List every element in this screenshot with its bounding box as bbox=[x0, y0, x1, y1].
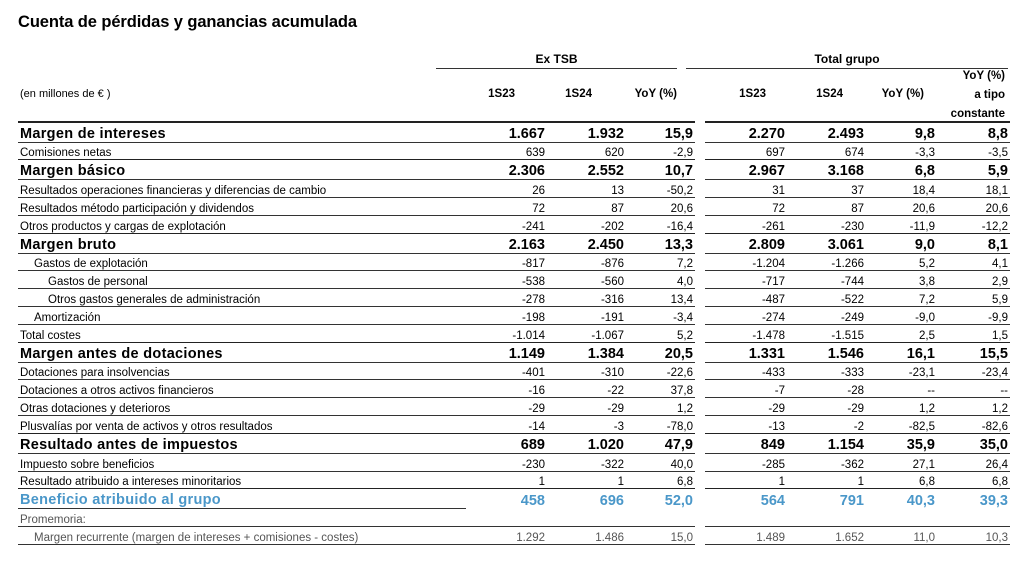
cell-tot-yoy bbox=[866, 509, 937, 527]
row-label: Margen recurrente (margen de intereses + comisiones - costes) bbox=[18, 527, 466, 545]
cell-ex-1s23: -230 bbox=[466, 453, 547, 471]
cell-tot-1s24: -522 bbox=[787, 289, 866, 307]
cell-tot-1s24: 791 bbox=[787, 489, 866, 509]
row-label: Otros gastos generales de administración bbox=[18, 289, 466, 307]
cell-tot-1s23: -13 bbox=[705, 416, 787, 434]
cell-ex-yoy: -78,0 bbox=[626, 416, 695, 434]
cell-ex-yoy bbox=[626, 509, 695, 527]
column-gap bbox=[695, 271, 705, 289]
row-label: Otras dotaciones y deterioros bbox=[18, 398, 466, 416]
cell-ex-1s23: 1 bbox=[466, 471, 547, 489]
row-label: Margen bruto bbox=[18, 233, 466, 253]
table-row bbox=[18, 527, 1010, 545]
cell-tot-yoy-constante: 39,3 bbox=[937, 489, 1010, 509]
column-gap bbox=[695, 489, 705, 509]
cell-ex-1s23: -29 bbox=[466, 398, 547, 416]
table-row bbox=[18, 307, 1010, 325]
cell-ex-yoy: 15,0 bbox=[626, 527, 695, 545]
cell-ex-yoy: -22,6 bbox=[626, 362, 695, 380]
row-label: Comisiones netas bbox=[18, 142, 466, 160]
cell-ex-1s23: 458 bbox=[466, 489, 547, 509]
row-label: Otros productos y cargas de explotación bbox=[18, 215, 466, 233]
cell-tot-yoy: 20,6 bbox=[866, 198, 937, 216]
row-label: Gastos de explotación bbox=[18, 253, 466, 271]
unit-label: (en millones de € ) bbox=[20, 88, 111, 100]
cell-ex-1s24: 13 bbox=[547, 180, 626, 198]
table-row bbox=[18, 489, 1010, 509]
cell-tot-yoy-constante: 1,5 bbox=[937, 324, 1010, 342]
cell-ex-1s23: -538 bbox=[466, 271, 547, 289]
cell-tot-yoy: 3,8 bbox=[866, 271, 937, 289]
table-row bbox=[18, 160, 1010, 180]
cell-ex-yoy: -16,4 bbox=[626, 215, 695, 233]
cell-ex-1s23: 2.306 bbox=[466, 160, 547, 180]
cell-tot-1s24: 1 bbox=[787, 471, 866, 489]
cell-ex-1s23: 1.149 bbox=[466, 342, 547, 362]
row-label: Margen antes de dotaciones bbox=[18, 342, 466, 362]
cell-tot-yoy: 6,8 bbox=[866, 471, 937, 489]
cell-tot-yoy-constante: 1,2 bbox=[937, 398, 1010, 416]
cell-tot-1s23: 564 bbox=[705, 489, 787, 509]
column-gap bbox=[695, 122, 705, 142]
cell-tot-yoy-constante: 15,5 bbox=[937, 342, 1010, 362]
cell-ex-1s24: -876 bbox=[547, 253, 626, 271]
cell-ex-yoy: 20,5 bbox=[626, 342, 695, 362]
column-gap bbox=[695, 527, 705, 545]
cell-ex-1s24: 1.486 bbox=[547, 527, 626, 545]
cell-tot-yoy-constante: -- bbox=[937, 380, 1010, 398]
column-gap bbox=[695, 433, 705, 453]
cell-tot-1s24: -333 bbox=[787, 362, 866, 380]
row-label: Resultado atribuido a intereses minoritarios bbox=[18, 471, 466, 489]
cell-tot-yoy-constante: -3,5 bbox=[937, 142, 1010, 160]
cell-ex-yoy: 7,2 bbox=[626, 253, 695, 271]
cell-tot-yoy: 18,4 bbox=[866, 180, 937, 198]
column-gap bbox=[695, 160, 705, 180]
cell-ex-1s24: -29 bbox=[547, 398, 626, 416]
cell-tot-yoy: 35,9 bbox=[866, 433, 937, 453]
cell-tot-1s24 bbox=[787, 509, 866, 527]
col-header-tot-yoy-constante-line1: YoY (%) bbox=[962, 70, 1005, 82]
cell-tot-1s24: -1.266 bbox=[787, 253, 866, 271]
cell-tot-1s24: -1.515 bbox=[787, 324, 866, 342]
table-row bbox=[18, 324, 1010, 342]
col-header-tot-yoy-constante-line3: constante bbox=[950, 108, 1005, 120]
cell-tot-1s23: 2.967 bbox=[705, 160, 787, 180]
cell-tot-1s23: -1.478 bbox=[705, 324, 787, 342]
cell-tot-1s24: 2.493 bbox=[787, 122, 866, 142]
row-label: Beneficio atribuido al grupo bbox=[18, 489, 466, 509]
cell-tot-yoy: 1,2 bbox=[866, 398, 937, 416]
cell-ex-1s23: -14 bbox=[466, 416, 547, 434]
table-row bbox=[18, 233, 1010, 253]
cell-ex-1s23: -278 bbox=[466, 289, 547, 307]
cell-ex-1s23: 72 bbox=[466, 198, 547, 216]
cell-tot-yoy: 16,1 bbox=[866, 342, 937, 362]
cell-ex-1s24: 2.450 bbox=[547, 233, 626, 253]
cell-tot-yoy-constante bbox=[937, 509, 1010, 527]
column-gap bbox=[695, 180, 705, 198]
row-label: Dotaciones a otros activos financieros bbox=[18, 380, 466, 398]
cell-tot-1s24: 37 bbox=[787, 180, 866, 198]
cell-tot-1s24: -29 bbox=[787, 398, 866, 416]
cell-ex-1s24: 1.020 bbox=[547, 433, 626, 453]
cell-ex-1s24: 1.384 bbox=[547, 342, 626, 362]
col-header-ex-1s23: 1S23 bbox=[488, 88, 515, 100]
cell-tot-yoy-constante: -23,4 bbox=[937, 362, 1010, 380]
cell-tot-1s23: -29 bbox=[705, 398, 787, 416]
cell-tot-1s24: -744 bbox=[787, 271, 866, 289]
cell-ex-yoy: -50,2 bbox=[626, 180, 695, 198]
cell-tot-yoy-constante: 2,9 bbox=[937, 271, 1010, 289]
cell-tot-yoy: 7,2 bbox=[866, 289, 937, 307]
cell-ex-1s24: 1.932 bbox=[547, 122, 626, 142]
cell-tot-yoy: 40,3 bbox=[866, 489, 937, 509]
cell-tot-1s23: -433 bbox=[705, 362, 787, 380]
col-header-ex-yoy: YoY (%) bbox=[634, 88, 677, 100]
column-gap bbox=[695, 142, 705, 160]
cell-ex-yoy: 15,9 bbox=[626, 122, 695, 142]
column-gap bbox=[695, 471, 705, 489]
cell-tot-1s23: 2.809 bbox=[705, 233, 787, 253]
cell-tot-yoy: 2,5 bbox=[866, 324, 937, 342]
table-row bbox=[18, 122, 1010, 142]
col-header-tot-1s24: 1S24 bbox=[816, 88, 843, 100]
cell-tot-1s24: 1.154 bbox=[787, 433, 866, 453]
cell-tot-1s24: 674 bbox=[787, 142, 866, 160]
page-title: Cuenta de pérdidas y ganancias acumulada bbox=[18, 13, 357, 31]
table-row bbox=[18, 380, 1010, 398]
table-row bbox=[18, 253, 1010, 271]
column-gap bbox=[695, 380, 705, 398]
row-label: Resultados método participación y dividendos bbox=[18, 198, 466, 216]
cell-ex-1s24: 1 bbox=[547, 471, 626, 489]
cell-ex-1s24: -316 bbox=[547, 289, 626, 307]
cell-tot-1s24: 1.546 bbox=[787, 342, 866, 362]
cell-tot-1s24: -249 bbox=[787, 307, 866, 325]
cell-ex-1s23: -401 bbox=[466, 362, 547, 380]
cell-tot-yoy: -9,0 bbox=[866, 307, 937, 325]
cell-tot-1s23: 1.489 bbox=[705, 527, 787, 545]
cell-ex-1s24: -22 bbox=[547, 380, 626, 398]
row-label: Plusvalías por venta de activos y otros resultados bbox=[18, 416, 466, 434]
cell-tot-1s23: -717 bbox=[705, 271, 787, 289]
cell-tot-yoy-constante: 8,8 bbox=[937, 122, 1010, 142]
cell-ex-1s24: 2.552 bbox=[547, 160, 626, 180]
row-label: Promemoria: bbox=[18, 509, 466, 527]
cell-tot-1s24: 1.652 bbox=[787, 527, 866, 545]
table-row bbox=[18, 289, 1010, 307]
cell-tot-1s23: -285 bbox=[705, 453, 787, 471]
row-label: Margen de intereses bbox=[18, 122, 466, 142]
cell-tot-1s24: 87 bbox=[787, 198, 866, 216]
cell-ex-1s24: 87 bbox=[547, 198, 626, 216]
cell-tot-yoy: 5,2 bbox=[866, 253, 937, 271]
cell-tot-1s23: -7 bbox=[705, 380, 787, 398]
table-row bbox=[18, 453, 1010, 471]
cell-ex-1s23: -1.014 bbox=[466, 324, 547, 342]
table-row bbox=[18, 398, 1010, 416]
column-gap bbox=[695, 233, 705, 253]
cell-ex-yoy: 6,8 bbox=[626, 471, 695, 489]
cell-tot-yoy-constante: 8,1 bbox=[937, 233, 1010, 253]
cell-tot-1s23: -274 bbox=[705, 307, 787, 325]
cell-tot-1s24: 3.061 bbox=[787, 233, 866, 253]
table-row bbox=[18, 509, 1010, 527]
cell-tot-1s24: -28 bbox=[787, 380, 866, 398]
table-row bbox=[18, 471, 1010, 489]
cell-ex-1s23: 689 bbox=[466, 433, 547, 453]
cell-tot-yoy: -11,9 bbox=[866, 215, 937, 233]
cell-ex-yoy: 40,0 bbox=[626, 453, 695, 471]
cell-tot-yoy-constante: 5,9 bbox=[937, 160, 1010, 180]
table-row bbox=[18, 342, 1010, 362]
cell-ex-yoy: 13,3 bbox=[626, 233, 695, 253]
group-header-ex-tsb: Ex TSB bbox=[436, 52, 677, 69]
cell-tot-1s23: 2.270 bbox=[705, 122, 787, 142]
column-gap bbox=[695, 398, 705, 416]
cell-tot-1s24: -362 bbox=[787, 453, 866, 471]
cell-tot-1s23: 72 bbox=[705, 198, 787, 216]
row-label: Resultado antes de impuestos bbox=[18, 433, 466, 453]
cell-tot-yoy: 11,0 bbox=[866, 527, 937, 545]
cell-tot-yoy-constante: 4,1 bbox=[937, 253, 1010, 271]
cell-ex-1s24: -202 bbox=[547, 215, 626, 233]
cell-ex-1s24: -322 bbox=[547, 453, 626, 471]
cell-tot-1s24: -230 bbox=[787, 215, 866, 233]
col-header-tot-yoy-constante bbox=[924, 67, 1005, 124]
cell-ex-yoy: 52,0 bbox=[626, 489, 695, 509]
cell-ex-1s23: 1.667 bbox=[466, 122, 547, 142]
cell-ex-1s23: 639 bbox=[466, 142, 547, 160]
cell-tot-yoy: -23,1 bbox=[866, 362, 937, 380]
row-label: Resultados operaciones financieras y diferencias de cambio bbox=[18, 180, 466, 198]
cell-ex-1s24: -191 bbox=[547, 307, 626, 325]
cell-ex-1s24: -1.067 bbox=[547, 324, 626, 342]
cell-ex-yoy: 47,9 bbox=[626, 433, 695, 453]
row-label: Impuesto sobre beneficios bbox=[18, 453, 466, 471]
column-gap bbox=[695, 453, 705, 471]
cell-ex-yoy: 5,2 bbox=[626, 324, 695, 342]
cell-tot-yoy-constante: 10,3 bbox=[937, 527, 1010, 545]
column-gap bbox=[695, 253, 705, 271]
pnl-table bbox=[18, 121, 1010, 545]
cell-tot-1s24: 3.168 bbox=[787, 160, 866, 180]
cell-ex-1s23: -16 bbox=[466, 380, 547, 398]
cell-tot-yoy: 6,8 bbox=[866, 160, 937, 180]
cell-tot-yoy-constante: 26,4 bbox=[937, 453, 1010, 471]
cell-ex-1s23: -241 bbox=[466, 215, 547, 233]
column-gap bbox=[695, 307, 705, 325]
cell-ex-yoy: 1,2 bbox=[626, 398, 695, 416]
cell-tot-yoy-constante: 5,9 bbox=[937, 289, 1010, 307]
table-row bbox=[18, 362, 1010, 380]
col-header-tot-1s23: 1S23 bbox=[739, 88, 766, 100]
cell-ex-yoy: -2,9 bbox=[626, 142, 695, 160]
table-row bbox=[18, 433, 1010, 453]
table-row bbox=[18, 416, 1010, 434]
cell-tot-yoy: 9,8 bbox=[866, 122, 937, 142]
column-gap bbox=[695, 215, 705, 233]
cell-tot-1s23: 697 bbox=[705, 142, 787, 160]
cell-ex-1s23: 1.292 bbox=[466, 527, 547, 545]
cell-tot-yoy: -- bbox=[866, 380, 937, 398]
cell-tot-1s23: 31 bbox=[705, 180, 787, 198]
row-label: Amortización bbox=[18, 307, 466, 325]
cell-ex-1s24: -310 bbox=[547, 362, 626, 380]
cell-ex-1s24: -560 bbox=[547, 271, 626, 289]
table-row bbox=[18, 142, 1010, 160]
column-gap bbox=[695, 416, 705, 434]
cell-tot-1s23: -1.204 bbox=[705, 253, 787, 271]
cell-ex-1s23 bbox=[466, 509, 547, 527]
cell-tot-1s23: 849 bbox=[705, 433, 787, 453]
column-gap bbox=[695, 289, 705, 307]
column-gap bbox=[695, 324, 705, 342]
cell-tot-yoy-constante: -82,6 bbox=[937, 416, 1010, 434]
table-row bbox=[18, 271, 1010, 289]
cell-tot-1s23: -487 bbox=[705, 289, 787, 307]
cell-tot-yoy: -3,3 bbox=[866, 142, 937, 160]
cell-ex-yoy: 13,4 bbox=[626, 289, 695, 307]
column-gap bbox=[695, 198, 705, 216]
group-header-total-grupo: Total grupo bbox=[686, 52, 1008, 69]
cell-ex-1s24 bbox=[547, 509, 626, 527]
cell-ex-1s24: 620 bbox=[547, 142, 626, 160]
cell-ex-yoy: 4,0 bbox=[626, 271, 695, 289]
column-gap bbox=[695, 362, 705, 380]
cell-tot-yoy-constante: 20,6 bbox=[937, 198, 1010, 216]
cell-tot-yoy-constante: -12,2 bbox=[937, 215, 1010, 233]
row-label: Dotaciones para insolvencias bbox=[18, 362, 466, 380]
cell-ex-1s23: 2.163 bbox=[466, 233, 547, 253]
table-row bbox=[18, 198, 1010, 216]
cell-tot-1s23: 1 bbox=[705, 471, 787, 489]
column-gap bbox=[695, 342, 705, 362]
cell-tot-1s23 bbox=[705, 509, 787, 527]
cell-ex-1s23: -817 bbox=[466, 253, 547, 271]
cell-tot-1s24: -2 bbox=[787, 416, 866, 434]
cell-ex-1s23: 26 bbox=[466, 180, 547, 198]
table-row bbox=[18, 180, 1010, 198]
cell-tot-yoy: -82,5 bbox=[866, 416, 937, 434]
column-gap bbox=[695, 509, 705, 527]
cell-tot-1s23: 1.331 bbox=[705, 342, 787, 362]
cell-tot-yoy-constante: 6,8 bbox=[937, 471, 1010, 489]
col-header-tot-yoy: YoY (%) bbox=[881, 88, 924, 100]
col-header-ex-1s24: 1S24 bbox=[565, 88, 592, 100]
row-label: Margen básico bbox=[18, 160, 466, 180]
cell-ex-yoy: 10,7 bbox=[626, 160, 695, 180]
cell-ex-1s24: -3 bbox=[547, 416, 626, 434]
row-label: Gastos de personal bbox=[18, 271, 466, 289]
cell-ex-1s23: -198 bbox=[466, 307, 547, 325]
cell-tot-1s23: -261 bbox=[705, 215, 787, 233]
cell-ex-yoy: -3,4 bbox=[626, 307, 695, 325]
cell-ex-yoy: 20,6 bbox=[626, 198, 695, 216]
cell-tot-yoy-constante: 18,1 bbox=[937, 180, 1010, 198]
row-label: Total costes bbox=[18, 324, 466, 342]
cell-tot-yoy-constante: 35,0 bbox=[937, 433, 1010, 453]
cell-ex-yoy: 37,8 bbox=[626, 380, 695, 398]
table-row bbox=[18, 215, 1010, 233]
col-header-tot-yoy-constante-line2: a tipo bbox=[974, 89, 1005, 101]
cell-tot-yoy: 27,1 bbox=[866, 453, 937, 471]
cell-tot-yoy-constante: -9,9 bbox=[937, 307, 1010, 325]
cell-tot-yoy: 9,0 bbox=[866, 233, 937, 253]
cell-ex-1s24: 696 bbox=[547, 489, 626, 509]
